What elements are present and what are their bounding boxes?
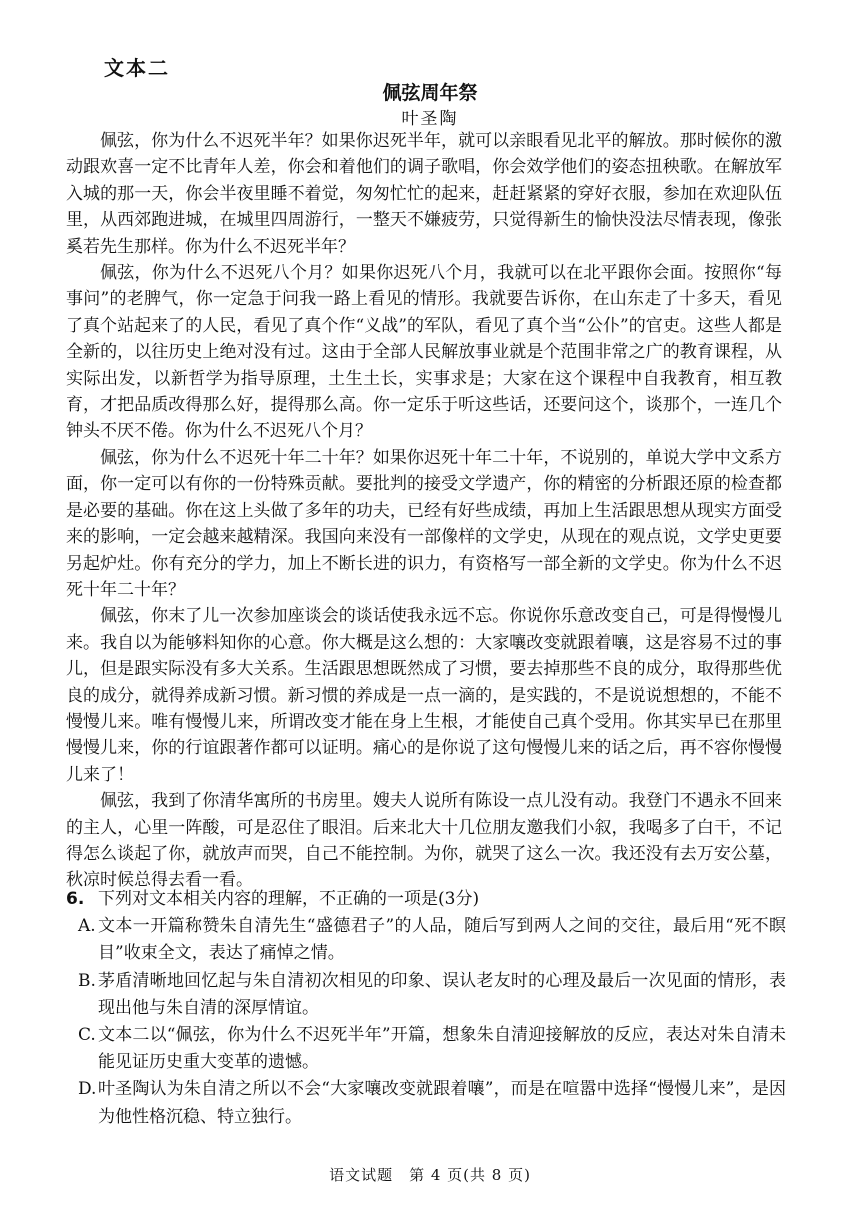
article-paragraph: 佩弦，你末了儿一次参加座谈会的谈话使我永远不忘。你说你乐意改变自己，可是得慢慢儿来。我自以为能够料知你的心意。你大概是这么想的：大家嚷改变就跟着嚷，这是容易不过的事儿，但是跟实际没有多大关系。生活跟思想既然成了习惯，要去掉那些不良的成分，取得那些优良的成分，就得养成新习惯。新习惯的养成是一点一滴的，是实践的，不是说说想想的，不能不慢慢儿来。唯有慢慢儿来，所谓改变才能在身上生根，才能使自己真个受用。你其实早已在那里慢慢儿来，你的行谊跟著作都可以证明。痛心的是你说了这句慢慢儿来的话之后，再不容你慢慢儿来了！ <box>66 606 782 785</box>
section-label: 文本二 <box>104 56 170 80</box>
page-footer: 语文试题 第 4 页(共 8 页) <box>329 1166 531 1184</box>
option-c <box>66 1022 786 1076</box>
article-paragraph: 佩弦，你为什么不迟死十年二十年？如果你迟死十年二十年，不说别的，单说大学中文系方面，你一定可以有你的一份特殊贡献。要批判的接受文学遗产，你的精密的分析跟还原的检查都是必要的基础。你在这上头做了多年的功夫，已经有好些成绩，再加上生活跟思想从现实方面受来的影响，一定会越来越精深。我国向来没有一部像样的文学史，从现在的观点说，文学史更要另起炉灶。你有充分的学力，加上不断长进的识力，有资格写一部全新的文学史。你为什么不迟死十年二十年？ <box>66 447 782 600</box>
article-paragraph: 佩弦，我到了你清华寓所的书房里。嫂夫人说所有陈设一点儿没有动。我登门不遇永不回来的主人，心里一阵酸，可是忍住了眼泪。后来北大十几位朋友邀我们小叙，我喝多了白干，不记得怎么谈起了你，就放声而哭，自己不能控制。为你，就哭了这么一次。我还没有去万安公墓，秋凉时候总得去看一看。 <box>66 791 782 891</box>
question-stem-text: 下列对文本相关内容的理解，不正确的一项是(3分) <box>98 889 480 909</box>
option-text: 文本二以“佩弦，你为什么不迟死半年”开篇，想象朱自清迎接解放的反应，表达对朱自清未能见证历史重大变革的遗憾。 <box>98 1025 786 1073</box>
question-6 <box>66 886 786 1131</box>
option-letter: C. <box>78 1025 96 1046</box>
option-letter: B. <box>78 970 96 991</box>
option-text: 叶圣陶认为朱自清之所以不会“大家嚷改变就跟着嚷”，而是在喧嚣中选择“慢慢儿来”，是因为他性格沉稳、特立独行。 <box>98 1079 786 1127</box>
option-letter: D. <box>78 1079 97 1100</box>
article-author: 叶圣陶 <box>401 109 459 129</box>
question-stem <box>66 886 786 913</box>
article-paragraph: 佩弦，你为什么不迟死八个月？如果你迟死八个月，我就可以在北平跟你会面。按照你“每事问”的老脾气，你一定急于问我一路上看见的情形。我就要告诉你，在山东走了十多天，看见了真个站起来了的人民，看见了真个作“义战”的军队，看见了真个当“公仆”的官吏。这些人都是全新的，以往历史上绝对没有过。这由于全部人民解放事业就是个范围非常之广的教育课程，从实际出发，以新哲学为指导原理，土生土长，实事求是；大家在这个课程中自我教育，相互教育，才把品质改得那么好，提得那么高。你一定乐于听这些话，还要问这个，谈那个，一连几个钟头不厌不倦。你为什么不迟死八个月？ <box>66 263 782 442</box>
option-b <box>66 968 786 1022</box>
option-text: 茅盾清晰地回忆起与朱自清初次相见的印象、误认老友时的心理及最后一次见面的情形，表现出他与朱自清的深厚情谊。 <box>98 970 786 1018</box>
article-title: 佩弦周年祭 <box>382 82 478 104</box>
option-a <box>66 913 786 967</box>
option-text: 文本一开篇称赞朱自清先生“盛德君子”的人品，随后写到两人之间的交往，最后用“死不瞑目”收束全文，表达了痛悼之情。 <box>98 916 786 964</box>
option-d <box>66 1076 786 1130</box>
option-letter: A. <box>78 916 96 937</box>
question-number: 6. <box>66 889 85 909</box>
article-paragraph: 佩弦，你为什么不迟死半年？如果你迟死半年，就可以亲眼看见北平的解放。那时候你的激动跟欢喜一定不比青年人差，你会和着他们的调子歌唱，你会效学他们的姿态扭秧歌。在解放军入城的那一天，你会半夜里睡不着觉，匆匆忙忙的起来，赶赶紧紧的穿好衣服，参加在欢迎队伍里，从西郊跑进城，在城里四周游行，一整天不嫌疲劳，只觉得新生的愉快没法尽情表现，像张奚若先生那样。你为什么不迟死半年？ <box>66 131 782 257</box>
article-body <box>66 128 782 894</box>
